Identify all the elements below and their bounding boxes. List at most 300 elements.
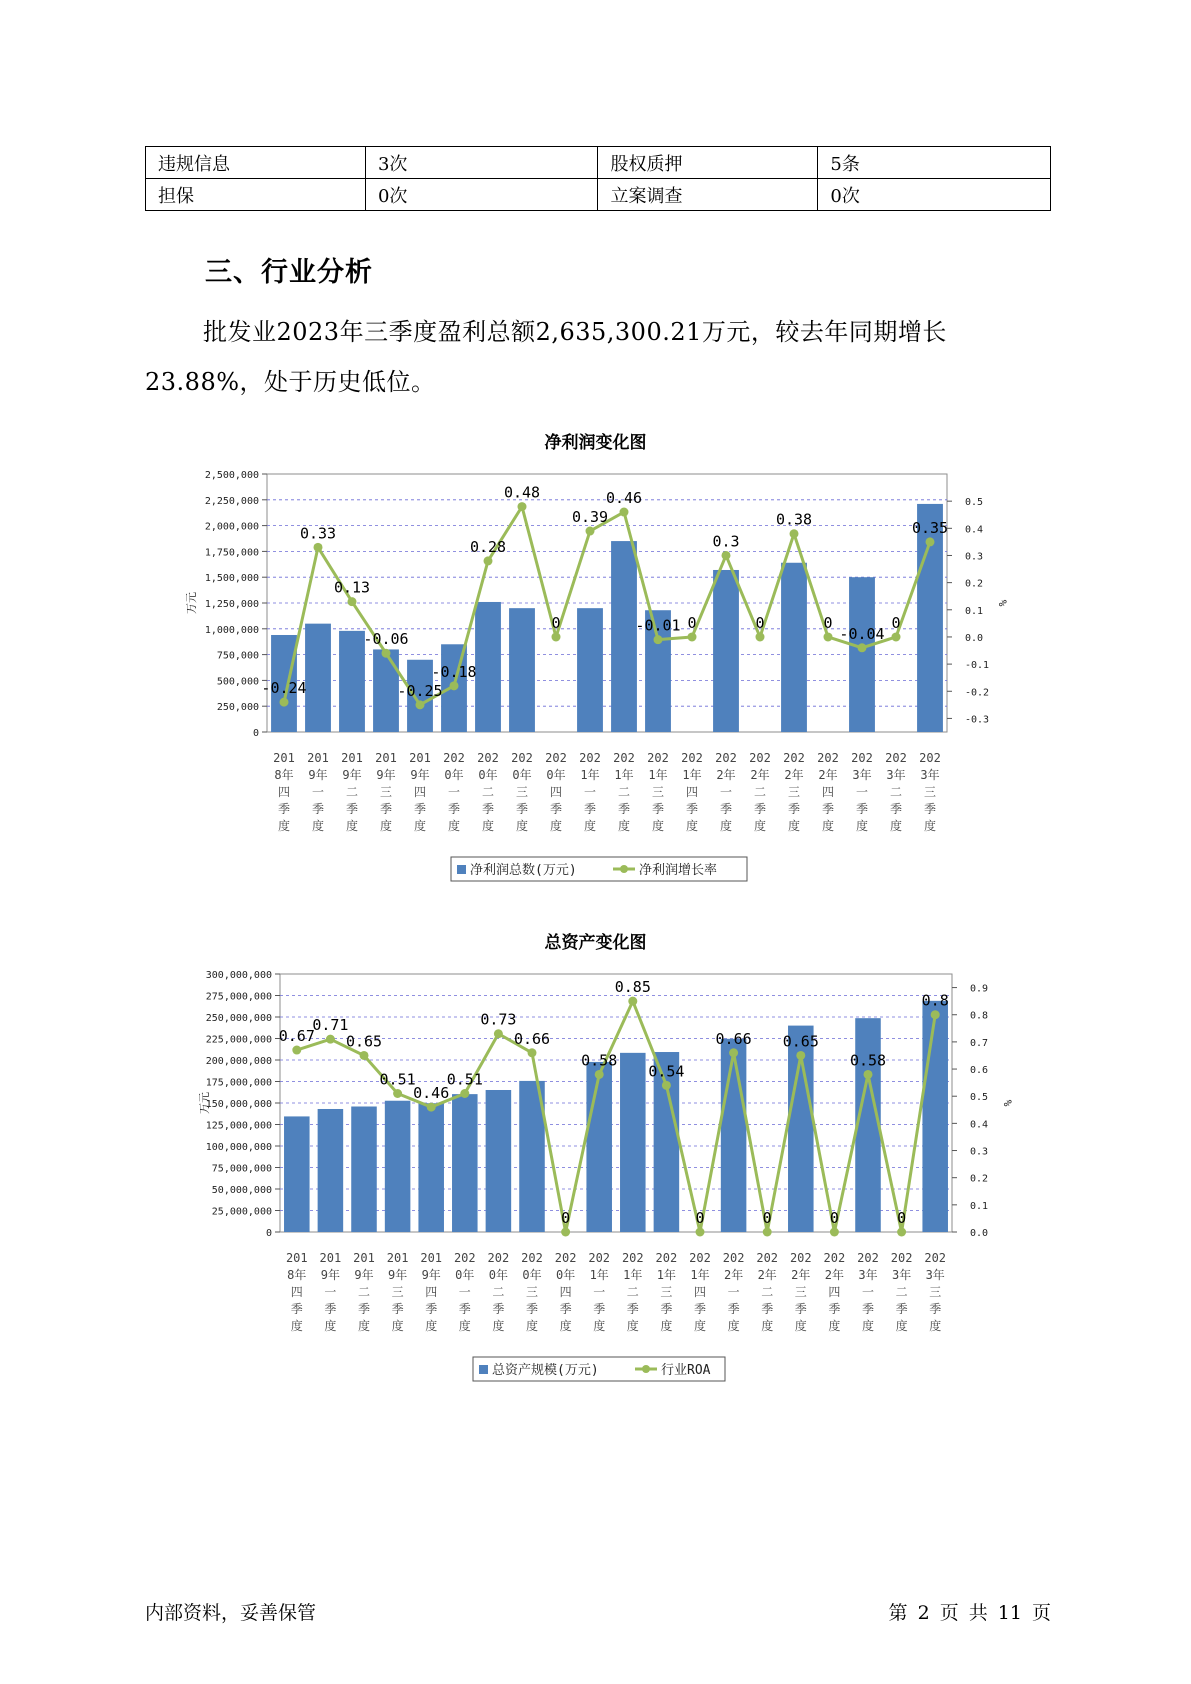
bar — [418, 1103, 444, 1232]
bar — [721, 1039, 747, 1232]
line-point — [796, 1051, 805, 1060]
line-point — [729, 1048, 738, 1057]
x-tick-label: 季 — [481, 802, 495, 816]
y2-tick-label: 0.2 — [965, 578, 984, 590]
bar — [849, 577, 875, 732]
x-tick-label: 二 — [626, 1285, 639, 1299]
x-tick-label: 三 — [391, 1285, 404, 1299]
x-tick-label: 二 — [492, 1285, 505, 1299]
x-tick-label: 202 — [545, 751, 567, 765]
data-label: 0.3 — [712, 532, 740, 551]
section-title: 三、行业分析 — [205, 257, 373, 288]
bar — [305, 624, 331, 732]
x-tick-label: 季 — [660, 1302, 673, 1316]
y2-tick-label: 0.4 — [970, 1119, 989, 1131]
x-tick-label: 度 — [413, 819, 427, 833]
x-tick-label: 一 — [727, 1285, 740, 1299]
y-tick-label: 2,250,000 — [204, 495, 259, 507]
table-cell: 0次 — [818, 179, 1051, 211]
x-tick-label: 8年 — [287, 1268, 307, 1282]
x-tick-label: 三 — [929, 1285, 942, 1299]
x-tick-label: 二 — [753, 785, 767, 799]
data-label: -0.01 — [635, 616, 681, 635]
data-label: 0.48 — [503, 483, 541, 502]
y-tick-label: 150,000,000 — [205, 1099, 272, 1110]
x-tick-label: 202 — [681, 751, 703, 765]
line-point — [696, 1228, 705, 1237]
y2-tick-label: 0.9 — [970, 983, 989, 995]
x-tick-label: 2年 — [818, 768, 838, 782]
x-tick-label: 9年 — [376, 768, 396, 782]
x-tick-label: 0年 — [444, 768, 464, 782]
data-label: 0 — [695, 1209, 705, 1227]
chart-title: 净利润变化图 — [544, 433, 647, 453]
x-tick-label: 季 — [753, 802, 767, 816]
x-tick-label: 季 — [559, 1302, 572, 1316]
x-tick-label: 季 — [895, 1302, 908, 1316]
bar — [922, 1001, 948, 1232]
y-tick-label: 750,000 — [216, 650, 259, 662]
bar — [509, 608, 535, 732]
x-tick-label: 度 — [895, 1319, 908, 1333]
bar — [452, 1094, 478, 1232]
x-tick-label: 度 — [290, 1319, 303, 1333]
x-tick-label: 1年 — [648, 768, 668, 782]
data-label: 0.54 — [648, 1062, 685, 1081]
x-tick-label: 一 — [447, 785, 461, 799]
x-tick-label: 一 — [593, 1285, 606, 1299]
x-tick-label: 202 — [443, 751, 465, 765]
x-tick-label: 度 — [324, 1319, 337, 1333]
x-tick-label: 一 — [311, 785, 325, 799]
x-tick-label: 0年 — [546, 768, 566, 782]
line-point — [416, 700, 425, 709]
data-label: 0 — [897, 1209, 907, 1227]
x-tick-label: 度 — [685, 819, 699, 833]
x-tick-label: 202 — [588, 1251, 611, 1265]
x-tick-label: 季 — [794, 1302, 807, 1316]
y-tick-label: 1,750,000 — [204, 547, 259, 559]
x-tick-label: 2年 — [716, 768, 736, 782]
data-label: 0.65 — [782, 1032, 819, 1051]
x-tick-label: 季 — [290, 1302, 303, 1316]
y-tick-label: 0 — [265, 1228, 272, 1239]
x-tick-label: 二 — [481, 785, 495, 799]
x-tick-label: 二 — [895, 1285, 908, 1299]
x-tick-label: 1年 — [623, 1268, 643, 1282]
line-point — [595, 1070, 604, 1079]
y-tick-label: 225,000,000 — [205, 1034, 272, 1046]
x-tick-label: 度 — [693, 1319, 707, 1333]
x-tick-label: 一 — [855, 785, 869, 799]
y2-tick-label: 0.2 — [970, 1173, 989, 1185]
x-tick-label: 季 — [828, 1302, 841, 1316]
y2-tick-label: 0.1 — [965, 605, 984, 617]
x-tick-label: 度 — [855, 819, 869, 833]
x-tick-label: 0年 — [455, 1268, 475, 1282]
line-point — [552, 632, 561, 641]
x-tick-label: 季 — [324, 1302, 337, 1316]
x-tick-label: 度 — [719, 819, 733, 833]
data-label: -0.04 — [839, 624, 885, 643]
x-tick-label: 二 — [617, 785, 631, 799]
x-tick-label: 202 — [890, 1251, 913, 1265]
footer-note: 内部资料，妥善保管 — [145, 1602, 317, 1624]
y-tick-label: 0 — [252, 728, 259, 739]
x-tick-label: 度 — [447, 819, 461, 833]
data-label: 0.28 — [469, 537, 507, 556]
line-point — [314, 543, 323, 552]
x-tick-label: 度 — [923, 819, 937, 833]
y-tick-label: 2,500,000 — [204, 470, 259, 481]
y2-axis-title: % — [1001, 1099, 1014, 1107]
x-tick-label: 度 — [727, 1319, 740, 1333]
legend-label: 行业ROA — [661, 1363, 711, 1378]
x-tick-label: 度 — [549, 819, 563, 833]
line-point — [722, 551, 731, 560]
line-point — [586, 527, 595, 536]
x-tick-label: 202 — [817, 751, 839, 765]
x-tick-label: 202 — [924, 1251, 947, 1265]
bar — [318, 1109, 344, 1232]
x-tick-label: 度 — [593, 1319, 606, 1333]
x-tick-label: 四 — [413, 785, 427, 799]
y2-tick-label: -0.1 — [965, 660, 990, 672]
x-tick-label: 1年 — [690, 1268, 710, 1282]
line-point — [892, 632, 901, 641]
y2-tick-label: -0.2 — [965, 687, 990, 699]
y-tick-label: 200,000,000 — [205, 1056, 272, 1067]
total-assets-chart — [0, 960, 1191, 1380]
x-tick-label: 季 — [593, 1302, 606, 1316]
table-cell: 3次 — [365, 147, 598, 179]
table-row — [146, 147, 1051, 179]
x-tick-label: 度 — [515, 819, 529, 833]
x-tick-label: 度 — [828, 1319, 841, 1333]
x-tick-label: 3年 — [925, 1268, 945, 1282]
data-label: 0.66 — [715, 1029, 752, 1048]
x-tick-label: 一 — [861, 1285, 875, 1299]
line-point — [360, 1051, 369, 1060]
x-tick-label: 201 — [307, 751, 329, 765]
x-tick-label: 三 — [379, 785, 393, 799]
y2-tick-label: 0.1 — [970, 1200, 989, 1212]
x-tick-label: 度 — [794, 1319, 807, 1333]
y2-tick-label: 0.7 — [970, 1037, 989, 1049]
x-tick-label: 季 — [458, 1302, 471, 1316]
x-tick-label: 2年 — [824, 1268, 845, 1282]
info-table — [145, 146, 1051, 211]
data-label: 0.65 — [345, 1032, 383, 1051]
line-point — [484, 556, 493, 565]
x-tick-label: 202 — [655, 1251, 678, 1265]
x-tick-label: 季 — [923, 802, 937, 816]
line-point — [688, 632, 697, 641]
x-tick-label: 202 — [647, 751, 669, 765]
data-label: 0.35 — [911, 518, 949, 537]
x-tick-label: 三 — [660, 1285, 673, 1299]
x-tick-label: 202 — [715, 751, 737, 765]
x-tick-label: 202 — [885, 751, 907, 765]
y-tick-label: 275,000,000 — [205, 991, 272, 1003]
x-tick-label: 度 — [481, 819, 495, 833]
x-tick-label: 季 — [787, 802, 801, 816]
x-tick-label: 9年 — [320, 1268, 341, 1282]
line-point — [561, 1228, 570, 1237]
x-tick-label: 0年 — [522, 1268, 542, 1282]
x-tick-label: 度 — [458, 1319, 471, 1333]
data-label: 0 — [755, 613, 765, 632]
data-label: 0 — [762, 1209, 772, 1227]
line-point — [348, 597, 357, 606]
x-tick-label: 季 — [492, 1302, 505, 1316]
data-label: 0.58 — [849, 1051, 887, 1070]
data-label: 0 — [891, 613, 901, 632]
table-cell: 0次 — [365, 179, 598, 211]
bar — [855, 1018, 881, 1232]
x-tick-label: 二 — [345, 785, 359, 799]
y2-tick-label: 0.4 — [965, 524, 984, 536]
bar — [351, 1107, 377, 1232]
x-tick-label: 202 — [487, 1251, 510, 1265]
line-point — [897, 1228, 906, 1237]
x-tick-label: 季 — [651, 802, 665, 816]
x-tick-label: 9年 — [387, 1268, 408, 1282]
x-tick-label: 三 — [923, 785, 937, 799]
x-tick-label: 四 — [828, 1285, 841, 1299]
line-point — [926, 537, 935, 546]
x-tick-label: 度 — [617, 819, 631, 833]
x-tick-label: 1年 — [656, 1268, 677, 1282]
bar — [781, 563, 807, 732]
y-tick-label: 175,000,000 — [205, 1077, 272, 1089]
legend-label: 总资产规模(万元) — [492, 1363, 599, 1378]
data-label: 0.66 — [513, 1029, 551, 1048]
data-label: 0.46 — [605, 489, 643, 508]
x-tick-label: 3年 — [891, 1268, 912, 1282]
x-tick-label: 一 — [719, 785, 733, 799]
x-tick-label: 三 — [794, 1285, 807, 1299]
x-tick-label: 202 — [789, 1251, 812, 1265]
x-tick-label: 四 — [277, 785, 291, 799]
x-tick-label: 202 — [453, 1251, 476, 1265]
y2-tick-label: 0.3 — [965, 551, 984, 563]
x-tick-label: 9年 — [421, 1268, 441, 1282]
x-tick-label: 三 — [515, 785, 529, 799]
x-tick-label: 度 — [425, 1319, 438, 1333]
x-tick-label: 季 — [761, 1302, 774, 1316]
line-point — [858, 643, 867, 652]
bar — [611, 541, 637, 732]
x-tick-label: 202 — [823, 1251, 846, 1265]
x-tick-label: 3年 — [858, 1268, 878, 1282]
data-label: 0.33 — [299, 524, 337, 543]
x-tick-label: 四 — [693, 1285, 707, 1299]
x-tick-label: 季 — [583, 802, 597, 816]
data-label: 0.38 — [775, 510, 813, 529]
y2-tick-label: 0.8 — [970, 1010, 989, 1022]
table-cell: 立案调查 — [598, 179, 818, 211]
x-tick-label: 三 — [787, 785, 801, 799]
data-label: 0.85 — [614, 978, 651, 997]
y-tick-label: 300,000,000 — [205, 970, 272, 981]
x-tick-label: 201 — [341, 751, 363, 765]
x-tick-label: 202 — [749, 751, 771, 765]
x-tick-label: 季 — [357, 1302, 371, 1316]
line-point — [654, 635, 663, 644]
line-point — [393, 1089, 402, 1098]
x-tick-label: 201 — [353, 1251, 375, 1265]
x-tick-label: 202 — [857, 1251, 879, 1265]
x-tick-label: 度 — [525, 1319, 539, 1333]
x-tick-label: 季 — [617, 802, 631, 816]
x-tick-label: 度 — [660, 1319, 673, 1333]
x-tick-label: 一 — [583, 785, 597, 799]
x-tick-label: 季 — [693, 1302, 707, 1316]
data-label: 0.39 — [571, 508, 609, 527]
line-point — [326, 1035, 335, 1044]
x-tick-label: 201 — [420, 1251, 443, 1265]
bar — [586, 1062, 612, 1232]
data-label: 0.8 — [921, 991, 949, 1010]
line-point — [824, 632, 833, 641]
data-label: 0 — [551, 613, 561, 632]
table-cell: 违规信息 — [146, 147, 366, 179]
x-tick-label: 2年 — [784, 768, 804, 782]
data-label: 0 — [561, 1209, 571, 1227]
x-tick-label: 度 — [929, 1319, 942, 1333]
y-tick-label: 1,000,000 — [204, 624, 259, 636]
x-tick-label: 季 — [447, 802, 461, 816]
x-tick-label: 202 — [722, 1251, 745, 1265]
line-point — [494, 1029, 503, 1038]
data-label: -0.18 — [431, 662, 477, 681]
x-tick-label: 季 — [719, 802, 733, 816]
x-tick-label: 四 — [425, 1285, 438, 1299]
y2-tick-label: 0.6 — [970, 1065, 989, 1077]
x-tick-label: 季 — [855, 802, 869, 816]
net-profit-chart — [0, 460, 1191, 880]
line-point — [460, 1089, 469, 1098]
x-tick-label: 3年 — [920, 768, 940, 782]
x-tick-label: 9年 — [354, 1268, 374, 1282]
x-tick-label: 季 — [413, 802, 427, 816]
data-label: 0.71 — [312, 1016, 349, 1035]
legend-marker — [642, 1365, 650, 1373]
x-tick-label: 季 — [685, 802, 699, 816]
x-tick-label: 202 — [477, 751, 499, 765]
data-label: 0.51 — [446, 1070, 483, 1089]
x-tick-label: 202 — [689, 1251, 711, 1265]
bar — [385, 1101, 411, 1232]
x-tick-label: 2年 — [723, 1268, 744, 1282]
data-label: -0.06 — [363, 630, 409, 649]
y-tick-label: 1,250,000 — [204, 599, 259, 610]
y2-axis-title: % — [996, 599, 1009, 607]
line-point — [756, 632, 765, 641]
x-tick-label: 度 — [761, 1319, 774, 1333]
x-tick-label: 度 — [787, 819, 801, 833]
line-point — [620, 508, 629, 517]
x-tick-label: 202 — [756, 1251, 779, 1265]
line-point — [830, 1228, 839, 1237]
x-tick-label: 度 — [492, 1319, 505, 1333]
x-tick-label: 度 — [626, 1319, 639, 1333]
x-tick-label: 0年 — [488, 1268, 509, 1282]
data-label: 0.46 — [413, 1084, 450, 1103]
y-axis-title: 万元 — [185, 592, 198, 614]
x-tick-label: 季 — [861, 1302, 875, 1316]
y-tick-label: 500,000 — [216, 676, 259, 688]
x-tick-label: 二 — [357, 1285, 371, 1299]
x-tick-label: 2年 — [750, 768, 770, 782]
bar — [577, 608, 603, 732]
x-tick-label: 1年 — [580, 768, 600, 782]
x-tick-label: 一 — [458, 1285, 471, 1299]
x-tick-label: 四 — [685, 785, 699, 799]
table-cell: 担保 — [146, 179, 366, 211]
line-point — [280, 698, 289, 707]
x-tick-label: 一 — [324, 1285, 337, 1299]
y-axis-title: 万元 — [198, 1092, 211, 1114]
x-tick-label: 9年 — [308, 768, 328, 782]
x-tick-label: 季 — [626, 1302, 639, 1316]
x-tick-label: 202 — [579, 751, 601, 765]
x-tick-label: 度 — [583, 819, 597, 833]
x-tick-label: 二 — [761, 1285, 774, 1299]
legend-label: 净利润总数(万元) — [470, 863, 577, 878]
line-point — [450, 681, 459, 690]
x-tick-label: 8年 — [274, 768, 294, 782]
x-tick-label: 季 — [515, 802, 529, 816]
y2-tick-label: 0.3 — [970, 1146, 989, 1158]
x-tick-label: 201 — [386, 1251, 409, 1265]
y2-tick-label: -0.3 — [965, 714, 990, 726]
y2-tick-label: 0.0 — [965, 632, 984, 644]
x-tick-label: 201 — [409, 751, 431, 765]
y-tick-label: 125,000,000 — [205, 1120, 272, 1132]
x-tick-label: 季 — [929, 1302, 942, 1316]
y-tick-label: 100,000,000 — [205, 1142, 272, 1153]
x-tick-label: 度 — [311, 819, 325, 833]
x-tick-label: 三 — [651, 785, 665, 799]
data-label: -0.24 — [261, 679, 307, 698]
legend-label: 净利润增长率 — [639, 863, 718, 878]
data-label: -0.25 — [397, 681, 443, 700]
x-tick-label: 度 — [889, 819, 903, 833]
x-tick-label: 季 — [277, 802, 291, 816]
legend-swatch — [479, 1365, 488, 1374]
data-label: 0.73 — [480, 1010, 517, 1029]
x-tick-label: 季 — [379, 802, 393, 816]
y-tick-label: 25,000,000 — [211, 1206, 272, 1218]
data-label: 0.13 — [333, 578, 371, 597]
line-point — [518, 502, 527, 511]
y2-tick-label: 0.5 — [970, 1092, 989, 1104]
x-tick-label: 四 — [290, 1285, 303, 1299]
bar — [620, 1053, 646, 1232]
y-tick-label: 1,500,000 — [204, 573, 259, 585]
x-tick-label: 3年 — [852, 768, 872, 782]
y-tick-label: 250,000,000 — [205, 1013, 272, 1024]
data-label: 0 — [829, 1209, 839, 1227]
x-tick-label: 9年 — [342, 768, 362, 782]
y-tick-label: 75,000,000 — [211, 1163, 272, 1175]
analysis-paragraph: 批发业2023年三季度盈利总额2,635,300.21万元，较去年同期增长23.88%，处于历史低位。 — [145, 318, 947, 396]
line-point — [427, 1103, 436, 1112]
x-tick-label: 度 — [821, 819, 835, 833]
x-tick-label: 0年 — [555, 1268, 576, 1282]
